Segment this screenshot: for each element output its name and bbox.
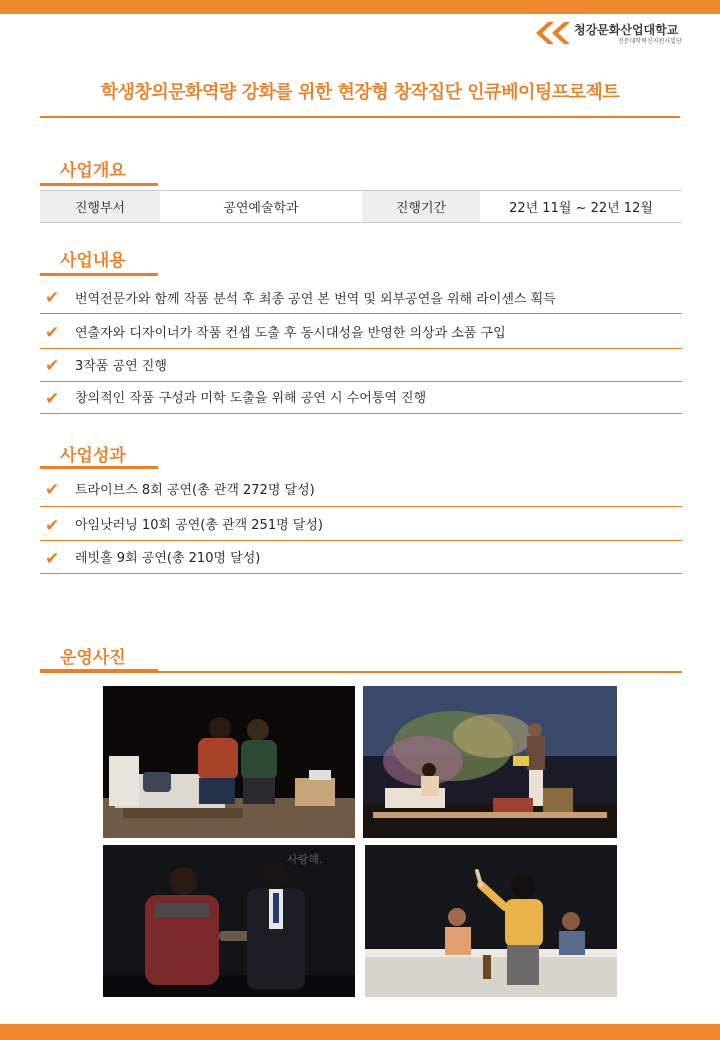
stage-projection-text: 사랑해. [287,853,323,866]
results-heading: 사업성과 [60,446,126,466]
check-icon: ✔ [45,516,60,536]
contents-heading: 사업내용 [60,251,126,271]
performance-photo-sofa [103,686,355,838]
contents-item-text: 연출자와 디자이너가 작품 컨셉 도출 후 동시대성을 반영한 의상과 소품 구입 [75,326,506,341]
dept-value: 공연예술학과 [223,201,299,216]
check-icon: ✔ [45,389,60,409]
logo-subtitle: 전문대학혁신지원사업단 [618,38,682,45]
performance-photo-projection [363,686,617,838]
results-heading-underline [40,466,158,469]
overview-heading: 사업개요 [60,161,126,181]
contents-item [40,314,682,349]
check-icon: ✔ [45,480,60,500]
results-item-text: 트라이브스 8회 공연(총 관객 272명 달성) [75,483,315,498]
performance-photo-ensemble [365,845,617,997]
check-icon: ✔ [45,549,60,569]
overview-table [40,190,682,223]
top-accent-bar [0,0,720,14]
results-item [40,507,682,541]
check-icon: ✔ [45,356,60,376]
contents-item-text: 3작품 공연 진행 [75,359,167,374]
photos-section-rule [40,671,682,673]
contents-item [40,349,682,382]
contents-item [40,382,682,414]
results-item [40,472,682,507]
results-item [40,541,682,574]
title-divider [40,116,680,118]
check-icon: ✔ [45,323,60,343]
contents-heading-underline [40,273,158,276]
contents-item [40,280,682,314]
contents-item-text: 번역전문가와 함께 작품 분석 후 최종 공연 본 번역 및 외부공연을 위해 라이센스 획득 [75,292,556,307]
logo-name: 청강문화산업대학교 [574,23,679,37]
period-label: 진행기간 [362,191,480,222]
period-value: 22년 11월 ~ 22년 12월 [509,201,653,216]
results-item-text: 아임낫러닝 10회 공연(총 관객 251명 달성) [75,518,323,533]
overview-heading-underline [40,183,158,186]
page-title: 학생창의문화역량 강화를 위한 현장형 창작집단 인큐베이팅프로젝트 [100,82,620,103]
check-icon: ✔ [45,288,60,308]
bottom-accent-bar [0,1024,720,1040]
performance-photo-dialogue [103,845,355,997]
ck-logo-icon [532,20,572,46]
photos-heading: 운영사진 [60,648,126,668]
university-logo [532,20,712,46]
contents-item-text: 창의적인 작품 구성과 미학 도출을 위해 공연 시 수어통역 진행 [75,391,427,406]
results-item-text: 레빗홀 9회 공연(총 210명 달성) [75,551,261,566]
dept-label: 진행부서 [40,191,160,222]
